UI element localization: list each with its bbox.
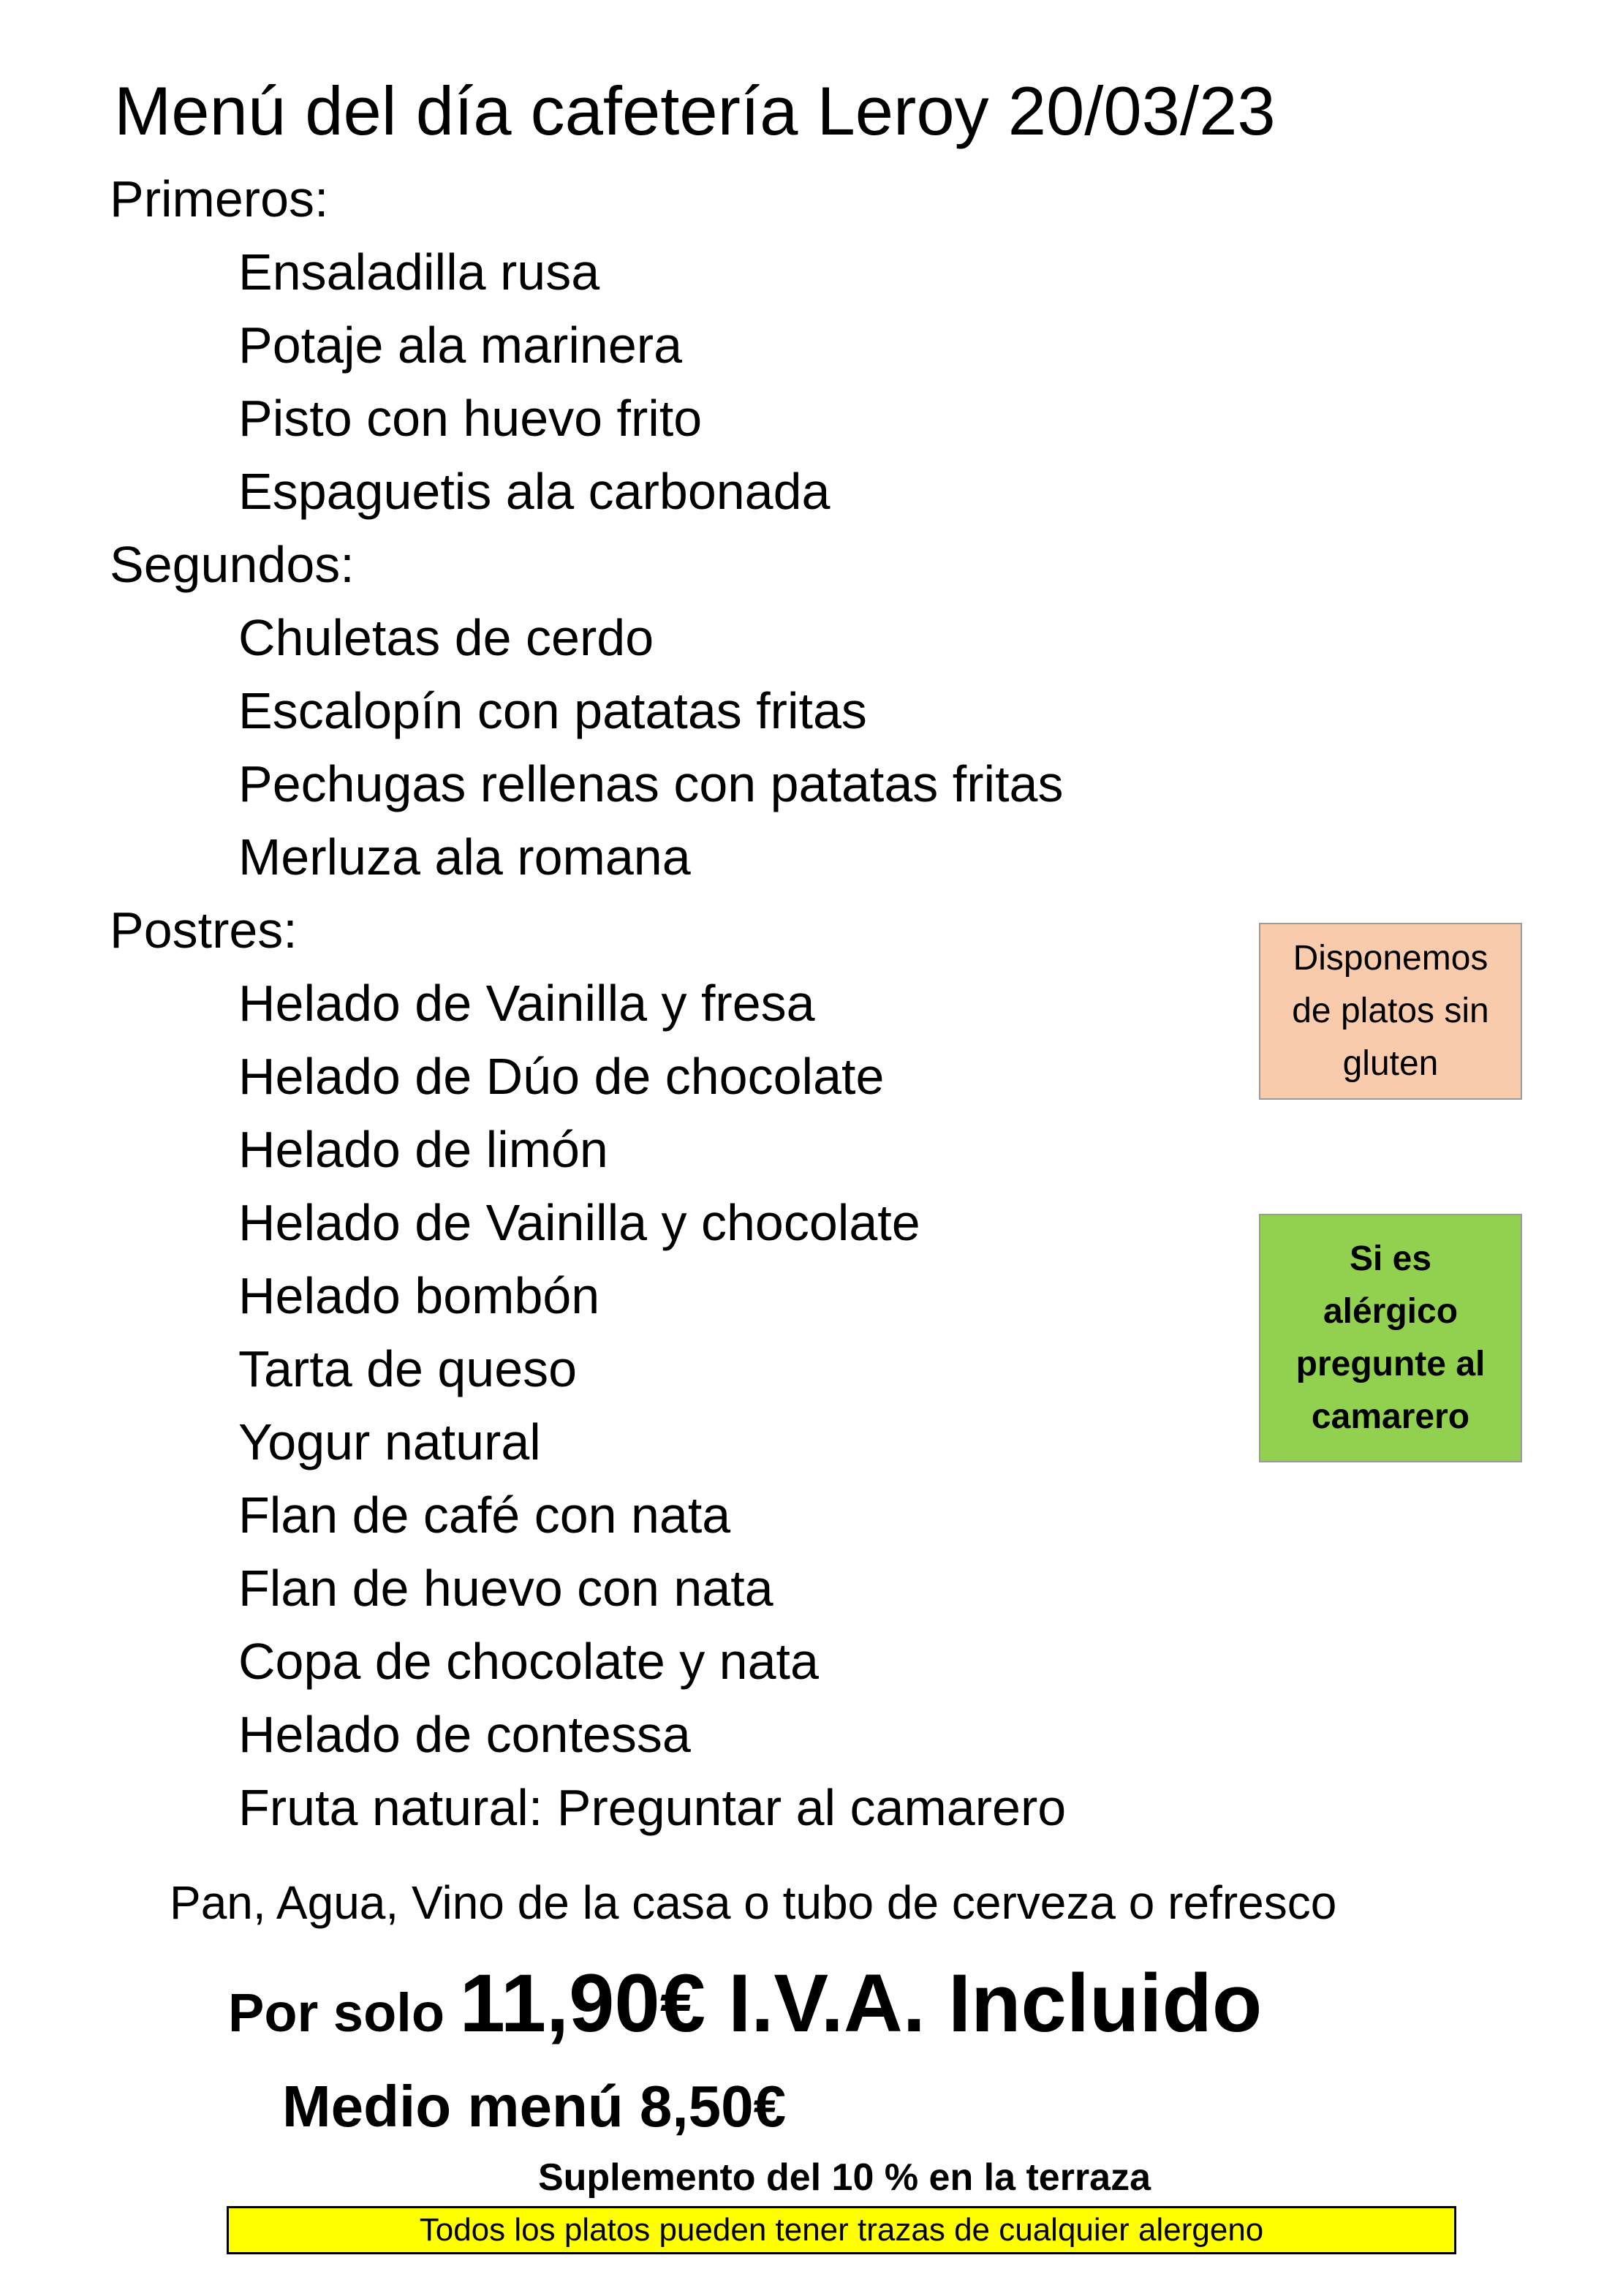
note-line: gluten [1342, 1044, 1439, 1083]
menu-item: Pechugas rellenas con patatas fritas [238, 755, 1064, 812]
note-line: de platos sin [1292, 992, 1489, 1030]
allergen-notice: Todos los platos pueden tener trazas de cualquier alergeno [227, 2206, 1456, 2254]
note-line: alérgico [1323, 1292, 1459, 1331]
allergy-note [1259, 1214, 1522, 1462]
menu-item: Merluza ala romana [238, 828, 691, 885]
menu-item: Pisto con huevo frito [238, 390, 703, 447]
price-prefix: Por solo [228, 1982, 460, 2043]
section-heading-segundos: Segundos: [110, 536, 355, 593]
menu-item: Flan de café con nata [238, 1487, 731, 1544]
half-menu-price: Medio menú 8,50€ [282, 2074, 787, 2139]
included-extras: Pan, Agua, Vino de la casa o tubo de cerveza o refresco [170, 1876, 1337, 1929]
menu-item: Helado bombón [238, 1267, 600, 1324]
menu-item: Potaje ala marinera [238, 317, 682, 374]
menu-item: Helado de limón [238, 1121, 608, 1178]
note-line: pregunte al [1295, 1345, 1486, 1383]
menu-item: Helado de Dúo de chocolate [238, 1048, 885, 1105]
menu-item: Helado de Vainilla y chocolate [238, 1194, 920, 1251]
note-line: Disponemos [1293, 939, 1488, 978]
menu-item: Fruta natural: Preguntar al camarero [238, 1779, 1067, 1836]
menu-item: Escalopín con patatas fritas [238, 682, 867, 739]
menu-price [228, 1945, 1262, 2087]
page-title: Menú del día cafetería Leroy 20/03/23 [114, 72, 1276, 149]
menu-item: Espaguetis ala carbonada [238, 463, 831, 520]
menu-item: Tarta de queso [238, 1340, 578, 1397]
note-line: camarero [1311, 1397, 1470, 1436]
menu-item: Helado de contessa [238, 1706, 691, 1763]
menu-item: Flan de huevo con nata [238, 1560, 773, 1617]
menu-item: Chuletas de cerdo [238, 609, 654, 666]
menu-item: Helado de Vainilla y fresa [238, 975, 815, 1032]
menu-item: Copa de chocolate y nata [238, 1633, 819, 1690]
section-heading-primeros: Primeros: [110, 170, 329, 227]
gluten-free-note [1259, 923, 1522, 1100]
section-heading-postres: Postres: [110, 902, 298, 959]
terrace-supplement: Suplemento del 10 % en la terraza [537, 2156, 1151, 2199]
price-amount: 11,90€ I.V.A. Incluido [459, 1957, 1263, 2049]
note-line: Si es [1349, 1239, 1432, 1278]
menu-item: Ensaladilla rusa [238, 243, 600, 301]
menu-item: Yogur natural [238, 1413, 541, 1470]
